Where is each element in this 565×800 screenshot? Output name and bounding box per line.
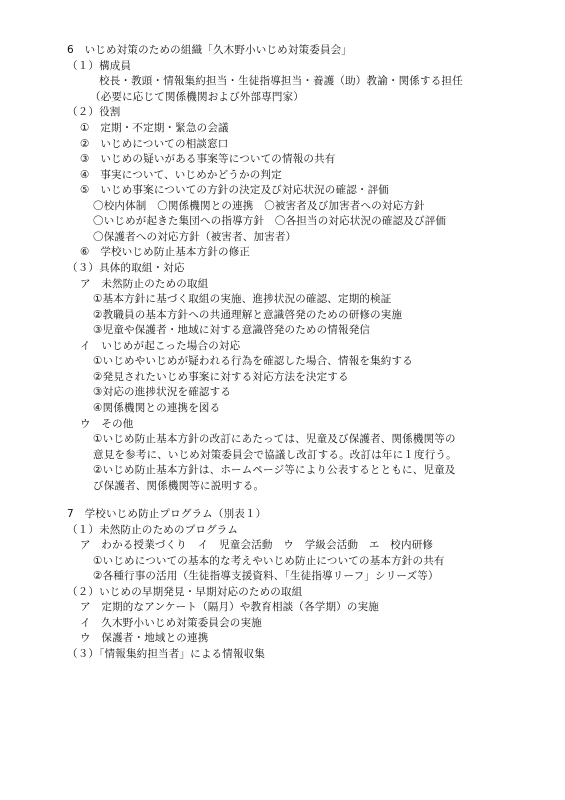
role-item: ③ いじめの疑いがある事案等についての情報の共有 bbox=[80, 153, 336, 165]
prevention-item: ②教職員の基本方針への共通理解と意識啓発のための研修の実施 bbox=[93, 309, 403, 321]
response-item: ③対応の進捗状況を確認する bbox=[93, 386, 232, 398]
role-subitem: 〇いじめが起きた集団への指導方針 〇各担当の対応状況の確認及び評価 bbox=[93, 215, 447, 227]
members-line: 校長・教頭・情報集約担当・生徒指導担当・養護（助）教諭・関係する担任 bbox=[99, 75, 463, 87]
response-item: ④関係機関との連携を図る bbox=[93, 402, 221, 414]
section-6-sub3-title: （３）具体的取組・対応 bbox=[67, 262, 185, 274]
program-item: ①いじめについての基本的な考えやいじめ防止についての基本方針の共有 bbox=[93, 555, 445, 567]
role-item: ⑥ 学校いじめ防止基本方針の修正 bbox=[80, 246, 251, 258]
role-item: ① 定期・不定期・緊急の会議 bbox=[80, 122, 229, 134]
response-item: ①いじめやいじめが疑われる行為を確認した場合、情報を集約する bbox=[93, 355, 413, 367]
role-subitem: 〇保護者への対応方針（被害者、加害者） bbox=[93, 231, 297, 243]
early-item: ウ 保護者・地域との連携 bbox=[80, 632, 209, 644]
section-7-heading: 7 学校いじめ防止プログラム（別表１） bbox=[67, 508, 267, 520]
early-item: イ 久木野小いじめ対策委員会の実施 bbox=[80, 617, 262, 629]
other-line: ②いじめ防止基本方針は、ホームページ等により公表するとともに、児童及 bbox=[93, 464, 456, 476]
role-item: ② いじめについての相談窓口 bbox=[80, 138, 229, 150]
section-7-sub1-title: （１）未然防止のためのプログラム bbox=[67, 524, 239, 536]
role-item: ⑤ いじめ事案についての方針の決定及び対応状況の確認・評価 bbox=[80, 184, 390, 196]
section-6-sub1-title: （１）構成員 bbox=[67, 60, 132, 72]
prevention-title: ア 未然防止のための取組 bbox=[80, 278, 209, 290]
prevention-item: ①基本方針に基づく取組の実施、進捗状況の確認、定期的検証 bbox=[93, 293, 392, 305]
section-6-heading: 6 いじめ対策のための組織「久木野小いじめ対策委員会」 bbox=[67, 44, 353, 56]
response-item: ②発見されたいじめ事案に対する対応方法を決定する bbox=[93, 371, 349, 383]
members-note: （必要に応じて関係機関および外部専門家） bbox=[90, 91, 304, 103]
other-line: 意見を参考に、いじめ対策委員会で協議し改訂する。改訂は年に１度行う。 bbox=[93, 449, 457, 461]
program-item: ②各種行事の活用（生徒指導支援資料、「生徒指導リーフ」シリーズ等） bbox=[93, 570, 439, 582]
section-6-sub2-title: （２）役割 bbox=[67, 106, 121, 118]
program-line: ア わかる授業づくり イ 児童会活動 ウ 学級会活動 エ 校内研修 bbox=[80, 539, 434, 551]
early-item: ア 定期的なアンケート（隔月）や教育相談（各学期）の実施 bbox=[80, 601, 379, 613]
role-item: ④ 事実について、いじめかどうかの判定 bbox=[80, 169, 282, 181]
other-line: ①いじめ防止基本方針の改訂にあたっては、児童及び保護者、関係機関等の bbox=[93, 433, 456, 445]
response-title: イ いじめが起こった場合の対応 bbox=[80, 340, 241, 352]
other-line: び保護者、関係機関等に説明する。 bbox=[93, 480, 265, 492]
section-7-sub3-title: （３）「情報集約担当者」による情報収集 bbox=[67, 648, 266, 660]
other-title: ウ その他 bbox=[80, 418, 134, 430]
section-7-sub2-title: （２）いじめの早期発見・早期対応のための取組 bbox=[67, 586, 303, 598]
prevention-item: ③児童や保護者・地域に対する意識啓発のための情報発信 bbox=[93, 324, 371, 336]
role-subitem: 〇校内体制 〇関係機関との連携 〇被害者及び加害者への対応方針 bbox=[93, 200, 425, 212]
